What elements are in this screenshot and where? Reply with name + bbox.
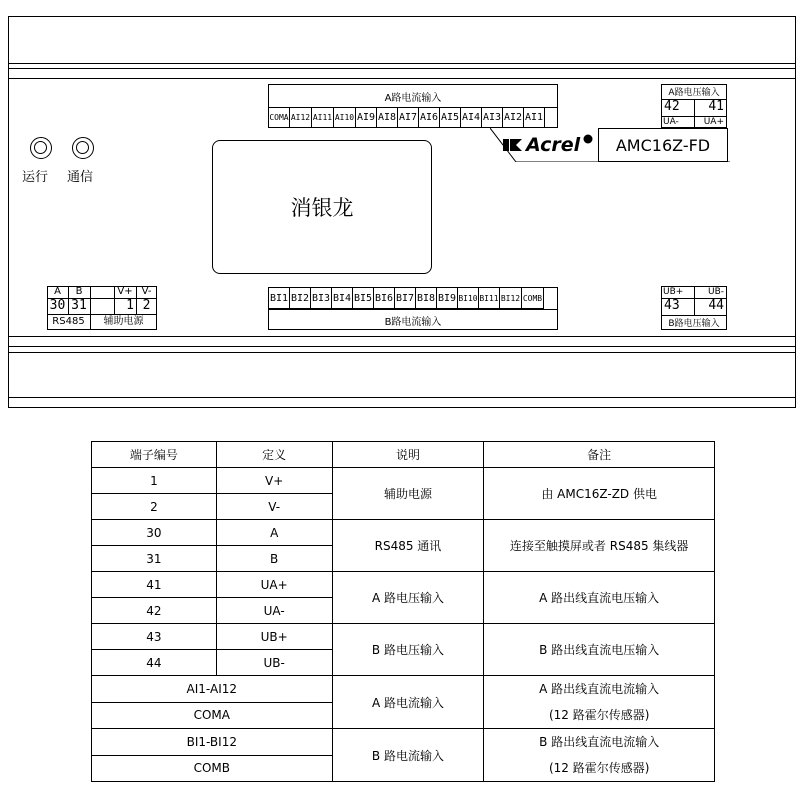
header-definition: 定义	[216, 442, 332, 468]
cell-desc: A 路电流输入	[332, 676, 484, 729]
terminal-1: 1	[126, 298, 134, 313]
signal-b: B	[75, 286, 83, 297]
cell-note: 由 AMC16Z-ZD 供电	[484, 468, 715, 520]
terminal-ai12: AI12	[289, 107, 312, 128]
cell-no: 2	[92, 494, 217, 520]
note-line: (12 路霍尔传感器)	[548, 708, 650, 722]
cell-note: 连接至触摸屏或者 RS485 集线器	[484, 520, 715, 572]
b-current-title: B路电流输入	[384, 316, 442, 328]
terminal-ai4: AI4	[460, 107, 482, 128]
terminal-41: 41	[708, 99, 724, 114]
terminal-ai3: AI3	[481, 107, 503, 128]
terminal-ai10: AI10	[333, 107, 356, 128]
cell-no: 30	[92, 520, 217, 546]
terminal-ai6: AI6	[418, 107, 440, 128]
terminal-ai2: AI2	[502, 107, 524, 128]
terminal-bi5: BI5	[352, 287, 374, 309]
divider-line	[8, 346, 796, 347]
cell-def: V-	[216, 494, 332, 520]
cell-def: UB-	[216, 650, 332, 676]
terminal-44: 44	[708, 298, 724, 313]
screen-text: 消银龙	[290, 196, 354, 220]
comm-indicator-icon	[72, 137, 94, 159]
signal-ub-plus: UB+	[663, 287, 684, 297]
terminal-ai9: AI9	[355, 107, 377, 128]
note-line: (12 路霍尔传感器)	[548, 761, 650, 775]
signal-v-plus: V+	[117, 286, 133, 297]
rs485-label: RS485	[52, 316, 85, 327]
cell-no: 1	[92, 468, 217, 494]
run-label: 运行	[22, 170, 49, 185]
divider-line	[8, 397, 796, 398]
cell-desc: RS485 通讯	[332, 520, 484, 572]
terminal-bi9: BI9	[436, 287, 458, 309]
acrel-logo-icon	[503, 137, 523, 153]
note-line: B 路出线直流电流输入	[539, 735, 660, 749]
signal-v-minus: V-	[141, 286, 152, 297]
cell-def: B	[216, 546, 332, 572]
cell-desc: 辅助电源	[332, 468, 484, 520]
cell-comb: COMB	[92, 755, 333, 782]
cell-note: B 路出线直流电压输入	[484, 624, 715, 676]
cell-no: 44	[92, 650, 217, 676]
cell-def: UA-	[216, 598, 332, 624]
cell-desc: B 路电流输入	[332, 729, 484, 782]
terminal-bi11: BI11	[478, 287, 500, 309]
cell-def: A	[216, 520, 332, 546]
terminal-comb: COMB	[521, 287, 544, 309]
terminal-ai1: AI1	[523, 107, 545, 128]
cell-def: UB+	[216, 624, 332, 650]
b-voltage-title: B路电压输入	[668, 319, 720, 329]
cell-def: UA+	[216, 572, 332, 598]
brand-logo	[503, 130, 593, 160]
header-remark: 备注	[484, 442, 715, 468]
signal-a: A	[54, 286, 61, 297]
divider-line	[8, 352, 796, 353]
terminal-bi8: BI8	[415, 287, 437, 309]
model-label: AMC16Z-FD	[598, 128, 728, 162]
registered-icon	[583, 134, 593, 144]
cell-note: A 路出线直流电压输入	[484, 572, 715, 624]
header-description: 说明	[332, 442, 484, 468]
a-voltage-title: A路电压输入	[668, 88, 720, 98]
terminal-bi6: BI6	[373, 287, 395, 309]
terminal-42: 42	[664, 99, 680, 114]
terminal-bi1: BI1	[268, 287, 290, 309]
terminal-43: 43	[664, 298, 680, 313]
brand-name: Acrel	[526, 134, 581, 156]
cell-note	[484, 676, 715, 729]
terminal-bi12: BI12	[499, 287, 522, 309]
terminal-coma: COMA	[268, 107, 290, 128]
terminal-31: 31	[71, 298, 87, 313]
divider-line	[8, 63, 796, 64]
cell-note	[484, 729, 715, 782]
terminal-2: 2	[142, 298, 151, 313]
terminal-30: 30	[49, 298, 66, 313]
cell-no: 41	[92, 572, 217, 598]
terminal-spec-table	[91, 441, 715, 782]
terminal-ai8: AI8	[376, 107, 398, 128]
cell-desc: B 路电压输入	[332, 624, 484, 676]
cell-desc: A 路电压输入	[332, 572, 484, 624]
cell-no: 43	[92, 624, 217, 650]
divider-line	[8, 336, 796, 337]
signal-ub-minus: UB-	[707, 287, 724, 297]
terminal-bi7: BI7	[394, 287, 416, 309]
a-current-terminals	[269, 107, 545, 128]
terminal-ai7: AI7	[397, 107, 419, 128]
aux-power-label: 辅助电源	[103, 316, 144, 327]
terminal-bi10: BI10	[457, 287, 479, 309]
divider-line	[8, 68, 796, 69]
signal-ua-plus: UA+	[703, 117, 724, 127]
run-indicator-icon	[30, 137, 52, 159]
comm-label: 通信	[67, 170, 94, 185]
cell-def: V+	[216, 468, 332, 494]
header-terminal-no: 端子编号	[92, 442, 217, 468]
terminal-ai11: AI11	[311, 107, 334, 128]
signal-ua-minus: UA-	[663, 117, 679, 127]
b-current-terminals	[269, 287, 544, 309]
terminal-bi4: BI4	[331, 287, 353, 309]
display-screen	[212, 140, 432, 274]
cell-bi-range: BI1-BI12	[92, 729, 333, 756]
divider-line	[8, 78, 796, 79]
cell-coma: COMA	[92, 702, 333, 729]
terminal-bi2: BI2	[289, 287, 311, 309]
cell-ai-range: AI1-AI12	[92, 676, 333, 703]
cell-no: 31	[92, 546, 217, 572]
a-current-title: A路电流输入	[384, 92, 442, 104]
note-line: A 路出线直流电流输入	[539, 682, 660, 696]
terminal-ai5: AI5	[439, 107, 461, 128]
terminal-bi3: BI3	[310, 287, 332, 309]
cell-no: 42	[92, 598, 217, 624]
